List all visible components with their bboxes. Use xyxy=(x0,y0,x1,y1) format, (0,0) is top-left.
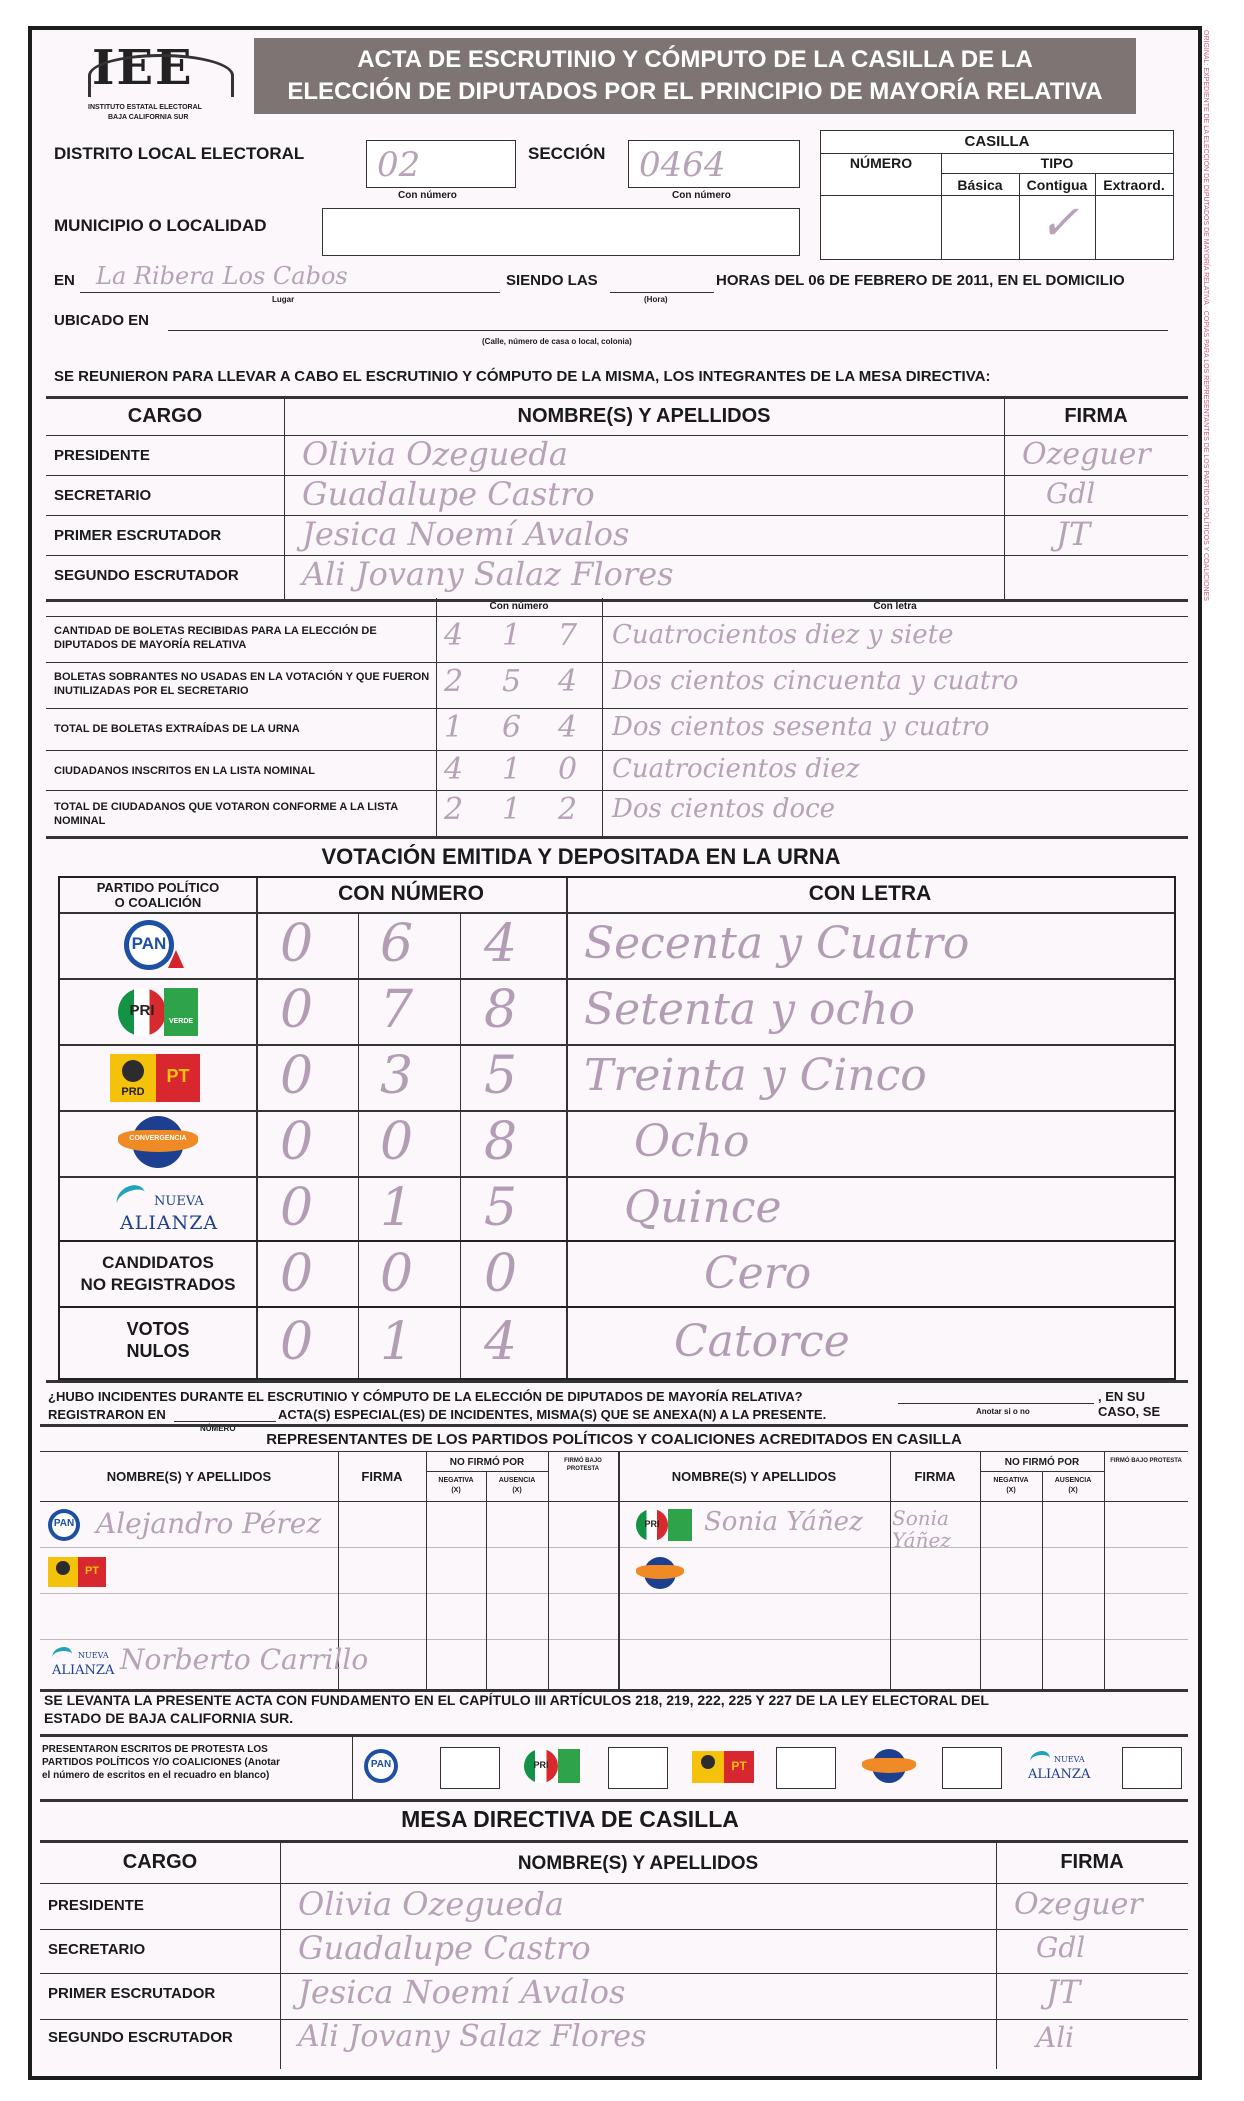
incidentes-section xyxy=(46,1380,1188,1433)
reunieron-text: SE REUNIERON PARA LLEVAR A CABO EL ESCRUTINIO Y CÓMPUTO DE LA MISMA, LOS INTEGRANTES DE LA MESA DIRECTIVA: xyxy=(54,368,991,385)
cand-d1[interactable]: 0 xyxy=(280,1244,314,1304)
mesa2-firma-0[interactable]: Ozeguer xyxy=(1014,1887,1143,1922)
pri-d2[interactable]: 7 xyxy=(380,980,414,1040)
rep-alianza-text: ALIANZA xyxy=(52,1663,115,1678)
candidatos-row xyxy=(58,1240,1176,1308)
protesta-pri-box[interactable] xyxy=(608,1747,668,1789)
rep-right-ausencia: AUSENCIA xyxy=(1054,1477,1092,1484)
casilla-extraord: Extraord. xyxy=(1103,177,1165,193)
rep-left-firma-header: FIRMA xyxy=(361,1469,403,1484)
mesa1-cargo-3: SEGUNDO ESCRUTADOR xyxy=(54,567,239,584)
nueva-d3[interactable]: 5 xyxy=(484,1178,518,1238)
mesa1-cargo-0: PRESIDENTE xyxy=(54,447,150,464)
protesta-pan-logo-icon xyxy=(364,1749,404,1785)
municipio-field[interactable] xyxy=(322,208,800,256)
en-label: EN xyxy=(54,272,75,289)
casilla-box xyxy=(820,130,1174,260)
rep-right-nombres-header: NOMBRE(S) Y APELLIDOS xyxy=(671,1469,837,1484)
boletas-d3-2[interactable]: 4 xyxy=(558,710,578,745)
boletas-letra-1[interactable]: Dos cientos cincuenta y cuatro xyxy=(612,666,1019,696)
boletas-d2-4[interactable]: 1 xyxy=(502,792,522,827)
rep-nueva-alianza-logo-icon xyxy=(48,1645,118,1683)
mesa2-nombre-3[interactable]: Ali Jovany Salaz Flores xyxy=(298,2019,647,2054)
nulos-row-d3[interactable]: 4 xyxy=(484,1312,518,1372)
pri-letra[interactable]: Setenta y ocho xyxy=(584,984,915,1035)
protesta-pan-box[interactable] xyxy=(440,1747,500,1789)
rep-pt-text: PT xyxy=(84,1565,100,1577)
logo-sub1: INSTITUTO ESTATAL ELECTORAL xyxy=(88,104,202,111)
pt-logo-text: PT xyxy=(166,1066,190,1086)
numero-sub: NÚMERO xyxy=(200,1424,236,1433)
pri-d1[interactable]: 0 xyxy=(280,980,314,1040)
rep-right-nofirmo-header: NO FIRMÓ POR xyxy=(1004,1457,1080,1468)
prdpt-letra[interactable]: Treinta y Cinco xyxy=(584,1050,927,1101)
protesta-alianza-text: ALIANZA xyxy=(1028,1767,1091,1782)
prdpt-d2[interactable]: 3 xyxy=(380,1046,414,1106)
pan-letra[interactable]: Secenta y Cuatro xyxy=(584,918,970,969)
municipio-label: MUNICIPIO O LOCALIDAD xyxy=(54,216,267,235)
boletas-letra-4[interactable]: Dos cientos doce xyxy=(612,794,836,824)
con-numero-header: CON NÚMERO xyxy=(338,882,484,905)
pan-d1[interactable]: 0 xyxy=(280,914,314,974)
distrito-value: 02 xyxy=(377,145,421,185)
convergencia-logo-icon xyxy=(118,1116,198,1170)
pan-d2[interactable]: 6 xyxy=(380,914,414,974)
rep-pan-text: PAN xyxy=(53,1518,75,1529)
calle-sub: (Calle, número de casa o local, colonia) xyxy=(482,337,632,346)
casilla-basica: Básica xyxy=(957,177,1003,193)
cand-line2: NO REGISTRADOS xyxy=(80,1275,236,1294)
mesa2-nombre-2[interactable]: Jesica Noemí Avalos xyxy=(298,1973,626,2011)
mesa2-title: MESA DIRECTIVA DE CASILLA xyxy=(401,1806,739,1832)
rep-left-ausencia-x: (X) xyxy=(512,1487,522,1494)
boletas-letra-0[interactable]: Cuatrocientos diez y siete xyxy=(612,620,954,650)
mesa1-nombre-2[interactable]: Jesica Noemí Avalos xyxy=(302,515,630,553)
representantes-title: REPRESENTANTES DE LOS PARTIDOS POLÍTICOS Y COALICIONES ACREDITADOS EN CASILLA xyxy=(266,1431,962,1448)
boletas-con-letra: Con letra xyxy=(873,601,917,612)
votos-line: VOTOS xyxy=(126,1319,190,1339)
logo-text: IEE xyxy=(92,40,194,96)
protesta-pri-text: PRI xyxy=(533,1760,549,1770)
rep-right-negativa-x: (X) xyxy=(1006,1487,1016,1494)
mesa1-nombres-header: NOMBRE(S) Y APELLIDOS xyxy=(517,405,771,427)
side-note: ORIGINAL: EXPEDIENTE DE LA ELECCIÓN DE DIPUTADOS DE MAYORÍA RELATIVA · COPIAS PARA LOS REPRESENTANTES DE LOS PARTIDOS POLÍTICOS Y COALICIONES xyxy=(1202,30,1209,601)
cand-d2[interactable]: 0 xyxy=(380,1244,414,1304)
seccion-label: SECCIÓN xyxy=(528,144,606,163)
distrito-label: DISTRITO LOCAL ELECTORAL xyxy=(54,144,305,163)
mesa2-cargo-1: SECRETARIO xyxy=(48,1941,146,1958)
boletas-d3-4[interactable]: 2 xyxy=(558,792,578,827)
mesa2-firma-1[interactable]: Gdl xyxy=(1036,1931,1086,1964)
mesa1-cargo-1: SECRETARIO xyxy=(54,487,152,504)
protesta-l1: PRESENTARON ESCRITOS DE PROTESTA LOS xyxy=(42,1744,268,1755)
boletas-d3-3[interactable]: 0 xyxy=(558,752,578,787)
rep-left-negativa-x: (X) xyxy=(451,1487,461,1494)
distrito-field[interactable] xyxy=(366,140,516,188)
rep-left-nofirmo-header: NO FIRMÓ POR xyxy=(449,1457,525,1468)
casilla-contigua: Contigua xyxy=(1026,177,1088,193)
votos-nulos-row-label xyxy=(60,1318,256,1362)
conv-d3[interactable]: 8 xyxy=(484,1112,518,1172)
rep-pri-text: PRI xyxy=(644,1519,660,1529)
rep-left-ausencia: AUSENCIA xyxy=(498,1477,536,1484)
mesa2-firma-header: FIRMA xyxy=(1060,1851,1124,1873)
hora-sub: (Hora) xyxy=(644,295,668,304)
boletas-label-2: TOTAL DE BOLETAS EXTRAÍDAS DE LA URNA xyxy=(54,723,300,735)
cand-letra[interactable]: Cero xyxy=(704,1248,812,1299)
protesta-prdpt-logo-icon xyxy=(692,1751,756,1783)
seccion-field[interactable] xyxy=(628,140,800,188)
title-line2: ELECCIÓN DE DIPUTADOS POR EL PRINCIPIO DE MAYORÍA RELATIVA xyxy=(287,78,1103,105)
votacion-title: VOTACIÓN EMITIDA Y DEPOSITADA EN LA URNA xyxy=(321,844,841,869)
boletas-d2-2[interactable]: 6 xyxy=(502,710,522,745)
nulos-row xyxy=(58,1306,1176,1380)
boletas-d2-3[interactable]: 1 xyxy=(502,752,522,787)
boletas-d1-3[interactable]: 4 xyxy=(444,752,464,787)
boletas-table xyxy=(46,598,1188,839)
rep-right-nombre-0[interactable]: Sonia Yáñez xyxy=(704,1507,863,1537)
mesa1-firma-1[interactable]: Gdl xyxy=(1046,477,1096,510)
nueva-logo-text: NUEVA xyxy=(154,1194,204,1209)
rep-left-nombre-2[interactable]: Norberto Carrillo xyxy=(120,1643,369,1676)
boletas-d3-1[interactable]: 4 xyxy=(558,664,578,699)
boletas-letra-3[interactable]: Cuatrocientos diez xyxy=(612,754,860,784)
anotar-sub: Anotar si o no xyxy=(976,1407,1030,1416)
conv-d1[interactable]: 0 xyxy=(280,1112,314,1172)
rep-left-nombre-0[interactable]: Alejandro Pérez xyxy=(96,1507,322,1540)
mesa2-nombres-header: NOMBRE(S) Y APELLIDOS xyxy=(517,1853,759,1874)
representantes-table xyxy=(40,1424,1188,1692)
rep-nueva-text: NUEVA xyxy=(78,1651,109,1660)
boletas-d1-2[interactable]: 1 xyxy=(444,710,464,745)
mesa-directiva-table xyxy=(46,396,1188,602)
boletas-label-1: BOLETAS SOBRANTES NO USADAS EN LA VOTACIÓN Y QUE FUERON INUTILIZADAS POR EL SECRETARIO xyxy=(54,671,430,697)
incidentes-en-su-caso: , EN SU CASO, SE xyxy=(1098,1389,1161,1419)
conv-d2[interactable]: 0 xyxy=(380,1112,414,1172)
protesta-l2: PARTIDOS POLÍTICOS Y/O COALICIONES (Anotar xyxy=(42,1757,280,1768)
prdpt-d1[interactable]: 0 xyxy=(280,1046,314,1106)
partido-header-2: O COALICIÓN xyxy=(114,895,202,910)
protesta-pt-text: PT xyxy=(731,1759,747,1773)
mesa2-nombre-0[interactable]: Olivia Ozegueda xyxy=(298,1885,564,1923)
conv-logo-text: CONVERGENCIA xyxy=(129,1135,187,1142)
iee-logo xyxy=(78,40,238,124)
mesa1-firma-2[interactable]: JT xyxy=(1056,515,1091,553)
boletas-d2-1[interactable]: 5 xyxy=(502,664,522,699)
logo-sub2: BAJA CALIFORNIA SUR xyxy=(108,114,189,121)
mesa2-firma-3[interactable]: Ali xyxy=(1036,2021,1075,2054)
horas-del-label: HORAS DEL 06 DE FEBRERO DE 2011, EN EL DOMICILIO xyxy=(716,272,1125,289)
seccion-value: 0464 xyxy=(639,145,726,185)
prdpt-d3[interactable]: 5 xyxy=(484,1046,518,1106)
protesta-pri-logo-icon xyxy=(524,1749,584,1785)
rep-left-negativa: NEGATIVA xyxy=(438,1477,474,1484)
mesa2-cargo-0: PRESIDENTE xyxy=(48,1897,144,1914)
pan-d3[interactable]: 4 xyxy=(484,914,518,974)
rep-right-ausencia-x: (X) xyxy=(1068,1487,1078,1494)
boletas-label-0: CANTIDAD DE BOLETAS RECIBIDAS PARA LA ELECCIÓN DE DIPUTADOS DE MAYORÍA RELATIVA xyxy=(54,625,377,651)
nulos-line: NULOS xyxy=(126,1341,190,1361)
nulos-row-d2[interactable]: 1 xyxy=(380,1312,414,1372)
pri-d3[interactable]: 8 xyxy=(484,980,518,1040)
rep-right-negativa: NEGATIVA xyxy=(993,1477,1029,1484)
alianza-logo-text: ALIANZA xyxy=(120,1212,219,1234)
mesa1-nombre-0[interactable]: Olivia Ozegueda xyxy=(302,435,568,473)
mesa2-firma-2[interactable]: JT xyxy=(1046,1973,1081,2011)
conv-letra[interactable]: Ocho xyxy=(634,1116,750,1167)
protesta-conv-box[interactable] xyxy=(942,1747,1002,1789)
protesta-prdpt-box[interactable] xyxy=(776,1747,836,1789)
prd-logo-text: PRD xyxy=(121,1086,145,1098)
protesta-text xyxy=(42,1743,280,1782)
seccion-sub: Con número xyxy=(672,190,731,201)
mesa1-nombre-3[interactable]: Ali Jovany Salaz Flores xyxy=(302,555,674,593)
cand-line1: CANDIDATOS xyxy=(102,1253,214,1272)
en-value[interactable]: La Ribera Los Cabos xyxy=(96,262,348,290)
rep-right-firma-0[interactable]: Sonia Yáñez xyxy=(892,1506,951,1552)
protesta-nueva-text: NUEVA xyxy=(1054,1755,1085,1764)
siendo-label: SIENDO LAS xyxy=(506,272,598,289)
nueva-d2[interactable]: 1 xyxy=(380,1178,414,1238)
boletas-d2-0[interactable]: 1 xyxy=(502,618,522,653)
mesa2-cargo-3: SEGUNDO ESCRUTADOR xyxy=(48,2029,233,2046)
title-line1: ACTA DE ESCRUTINIO Y CÓMPUTO DE LA CASILLA DE LA xyxy=(357,46,1033,73)
protesta-pan-text: PAN xyxy=(370,1759,392,1770)
boletas-d1-1[interactable]: 2 xyxy=(444,664,464,699)
pri-logo-text: PRI xyxy=(129,1002,155,1019)
protesta-nueva-box[interactable] xyxy=(1122,1747,1182,1789)
lugar-sub: Lugar xyxy=(272,295,295,304)
protesta-l3: el número de escritos en el recuadro en blanco) xyxy=(42,1770,270,1781)
incidentes-actas: ACTA(S) ESPECIAL(ES) DE INCIDENTES, MISMA(S) QUE SE ANEXA(N) A LA PRESENTE. xyxy=(278,1407,827,1422)
boletas-label-3: CIUDADANOS INSCRITOS EN LA LISTA NOMINAL xyxy=(54,765,315,777)
boletas-d1-0[interactable]: 4 xyxy=(444,618,464,653)
boletas-d3-0[interactable]: 7 xyxy=(558,618,578,653)
rep-left-protesta: FIRMÓ BAJO PROTESTA xyxy=(564,1458,602,1472)
mesa1-nombre-1[interactable]: Guadalupe Castro xyxy=(302,475,595,513)
prd-pt-logo-icon xyxy=(110,1054,200,1102)
rep-prdpt-logo-icon xyxy=(48,1557,108,1587)
rep-left-nombres-header: NOMBRE(S) Y APELLIDOS xyxy=(106,1469,272,1484)
rep-right-protesta: FIRMÓ BAJO PROTESTA xyxy=(1110,1458,1182,1464)
cand-d3[interactable]: 0 xyxy=(484,1244,518,1304)
rep-right-firma-header: FIRMA xyxy=(914,1469,956,1484)
mesa1-cargo-header: CARGO xyxy=(127,405,203,427)
logo-arc-icon xyxy=(88,54,234,97)
pan-logo-text: PAN xyxy=(131,934,167,953)
candidatos-no-registrados-label xyxy=(60,1252,256,1296)
partido-header-1: PARTIDO POLÍTICO xyxy=(96,880,220,895)
pan-logo-icon xyxy=(124,920,180,970)
rep-pri-logo-icon xyxy=(636,1509,696,1543)
mesa2-table xyxy=(40,1840,1188,2069)
pri-verde-logo-icon xyxy=(118,986,202,1038)
verde-logo-text: VERDE xyxy=(168,1018,194,1025)
con-letra-header: CON LETRA xyxy=(808,882,932,905)
nulos-row-letra[interactable]: Catorce xyxy=(674,1316,850,1367)
boletas-con-numero: Con número xyxy=(489,601,549,612)
casilla-tipo: TIPO xyxy=(1040,155,1074,171)
ubicado-label: UBICADO EN xyxy=(54,312,150,329)
incidentes-line1: ¿HUBO INCIDENTES DURANTE EL ESCRUTINIO Y CÓMPUTO DE LA ELECCIÓN DE DIPUTADOS DE MAYORÍA RELATIVA? xyxy=(48,1389,803,1404)
nueva-alianza-logo-icon xyxy=(110,1182,219,1238)
protesta-nueva-alianza-logo-icon xyxy=(1026,1751,1102,1785)
contigua-check-icon[interactable]: ✓ xyxy=(1039,195,1080,251)
boletas-letra-2[interactable]: Dos cientos sesenta y cuatro xyxy=(612,712,990,742)
fundamento-line2: ESTADO DE BAJA CALIFORNIA SUR. xyxy=(44,1710,294,1726)
title-banner xyxy=(254,38,1136,114)
rep-pan-logo-icon xyxy=(48,1509,88,1543)
incidentes-registraron: REGISTRARON EN xyxy=(48,1407,166,1422)
mesa2-nombre-1[interactable]: Guadalupe Castro xyxy=(298,1929,591,1967)
distrito-sub: Con número xyxy=(398,190,457,201)
rep-convergencia-logo-icon xyxy=(636,1557,686,1591)
nulos-row-d1[interactable]: 0 xyxy=(280,1312,314,1372)
mesa1-firma-0[interactable]: Ozeguer xyxy=(1022,437,1151,472)
nueva-letra[interactable]: Quince xyxy=(624,1182,782,1233)
casilla-numero: NÚMERO xyxy=(849,155,913,171)
boletas-label-4: TOTAL DE CIUDADANOS QUE VOTARON CONFORME A LA LISTA NOMINAL xyxy=(54,801,398,827)
mesa2-cargo-header: CARGO xyxy=(122,1851,198,1873)
mesa1-firma-header: FIRMA xyxy=(1064,405,1128,427)
fundamento-line1: SE LEVANTA LA PRESENTE ACTA CON FUNDAMENTO EN EL CAPÍTULO III ARTÍCULOS 218, 219, 222, 225 Y 227 DE LA LEY ELECTORAL DEL xyxy=(44,1692,989,1708)
boletas-d1-4[interactable]: 2 xyxy=(444,792,464,827)
casilla-title: CASILLA xyxy=(964,133,1030,150)
mesa1-cargo-2: PRIMER ESCRUTADOR xyxy=(54,527,222,544)
protesta-convergencia-logo-icon xyxy=(862,1749,918,1785)
mesa2-cargo-2: PRIMER ESCRUTADOR xyxy=(48,1985,216,2002)
nueva-d1[interactable]: 0 xyxy=(280,1178,314,1238)
protesta-row xyxy=(40,1734,1188,1802)
